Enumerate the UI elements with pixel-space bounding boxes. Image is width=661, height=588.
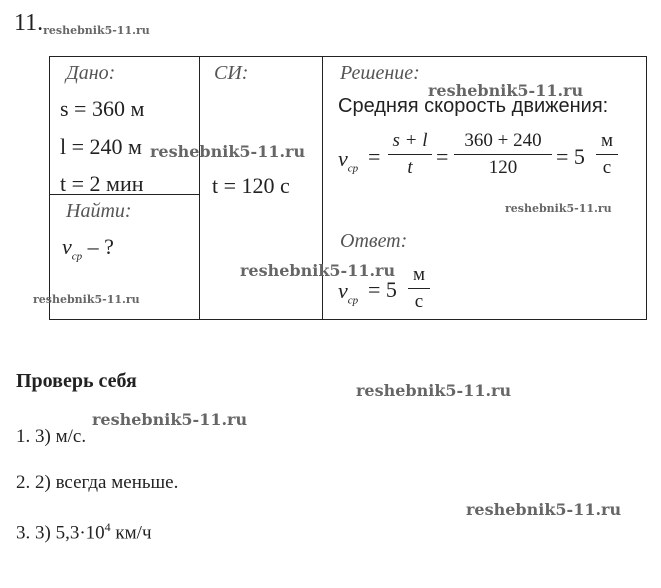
formula-eq-1: = (368, 144, 381, 169)
find-sub: ср (71, 250, 83, 263)
frac1-bar (388, 154, 432, 155)
find-rest: – ? (82, 234, 114, 259)
check-item-3 (16, 520, 152, 544)
si-value: t = 120 с (212, 173, 290, 198)
table-divider-2 (322, 56, 323, 320)
dano-header: Дано: (66, 62, 116, 84)
task-number-label: 11. (14, 10, 44, 36)
answer-value: = 5 (368, 277, 397, 302)
answer-unit (408, 264, 430, 313)
formula-lhs-sub: ср (347, 162, 359, 175)
formula-result: = 5 (556, 144, 585, 169)
watermark: reshebnik5-11.ru (428, 81, 584, 100)
watermark: reshebnik5-11.ru (43, 24, 150, 37)
unit-numerator: м (600, 130, 614, 151)
given-t: t = 2 мин (60, 171, 144, 196)
solution-text: Средняя скорость движения: (338, 95, 609, 117)
given-s: s = 360 м (60, 96, 145, 121)
solution-header: Решение: (340, 62, 420, 84)
answer-lhs (338, 278, 358, 306)
table-border-right (646, 56, 647, 320)
answer-unit-numerator: м (412, 264, 426, 285)
formula-lhs (338, 146, 358, 174)
table-border-bottom (49, 319, 647, 320)
given-l: l = 240 м (60, 134, 142, 159)
find-var: v (62, 234, 72, 259)
table-divider-1 (199, 56, 200, 320)
formula-eq-2: = (436, 144, 449, 169)
formula-unit (596, 130, 618, 179)
check-item-2: 2. 2) всегда меньше. (16, 472, 179, 493)
frac2-denominator: 120 (488, 157, 518, 178)
check-item-3-value: 3. 3) 5,3·10 (16, 522, 105, 544)
check-title: Проверь себя (16, 370, 137, 392)
answer-sub: ср (347, 294, 359, 307)
watermark: reshebnik5-11.ru (150, 142, 306, 161)
watermark: reshebnik5-11.ru (92, 410, 248, 429)
unit-bar (596, 154, 618, 155)
watermark: reshebnik5-11.ru (356, 381, 512, 400)
check-item-3-unit: км/ч (110, 522, 152, 544)
answer-var: v (338, 278, 348, 303)
frac2-bar (454, 154, 552, 155)
check-item-1: 1. 3) м/с. (16, 426, 87, 447)
answer-unit-denominator: с (414, 291, 424, 312)
check-item-3-exponent: 4 (104, 520, 111, 534)
frac2-numerator: 360 + 240 (464, 130, 542, 151)
answer-header: Ответ: (340, 230, 408, 252)
find-expression (62, 234, 114, 262)
find-header: Найти: (66, 200, 132, 222)
table-border-top (49, 56, 647, 57)
formula-frac-2 (454, 130, 552, 179)
formula-frac-1 (388, 130, 432, 179)
frac1-numerator: s + l (392, 130, 428, 151)
table-border-left (49, 56, 50, 320)
frac1-denominator: t (407, 157, 413, 178)
formula-lhs-var: v (338, 146, 348, 171)
watermark: reshebnik5-11.ru (33, 293, 140, 306)
watermark: reshebnik5-11.ru (466, 500, 622, 519)
unit-denominator: с (602, 157, 612, 178)
task-number (14, 10, 150, 37)
si-header: СИ: (214, 62, 249, 84)
watermark: reshebnik5-11.ru (505, 202, 612, 215)
watermark: reshebnik5-11.ru (240, 261, 396, 280)
answer-unit-bar (408, 288, 430, 289)
